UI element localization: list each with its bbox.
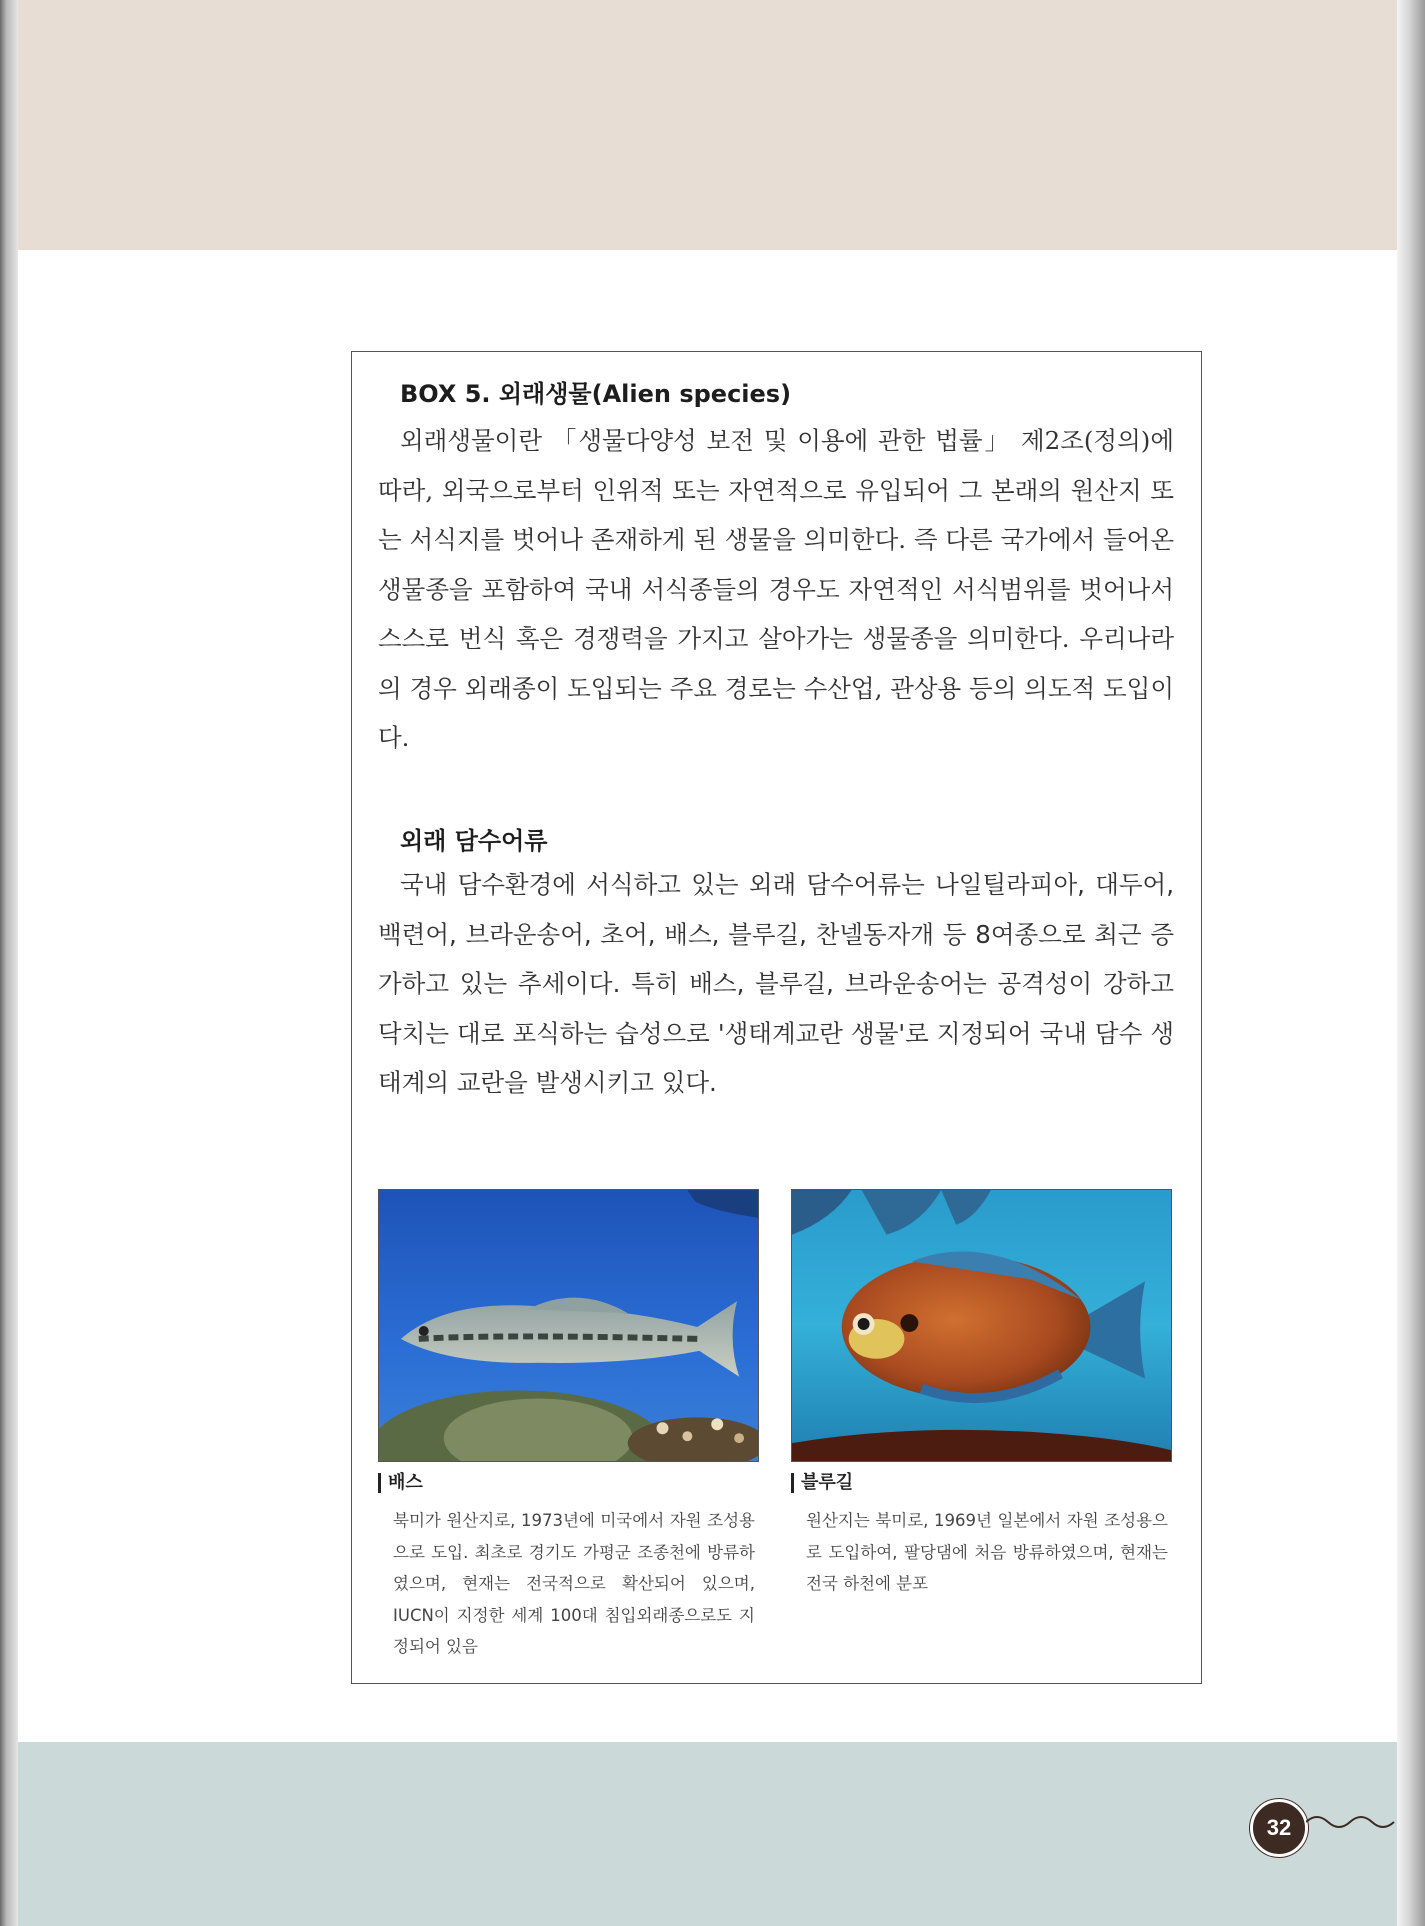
header-band: [18, 0, 1397, 250]
bluegill-caption-title: 블루길: [791, 1473, 853, 1493]
box-title: BOX 5. 외래생물(Alien species): [400, 380, 792, 408]
bass-photo: [378, 1189, 759, 1462]
footer-band: [18, 1742, 1397, 1926]
page-right-edge: [1397, 0, 1425, 1926]
content-box: [351, 351, 1202, 1684]
page-left-edge: [0, 0, 18, 1926]
bluegill-fish-image: [792, 1190, 1171, 1461]
subsection-paragraph: 국내 담수환경에 서식하고 있는 외래 담수어류는 나일틸라피아, 대두어, 백련어, 브라운송어, 초어, 배스, 블루길, 찬넬동자개 등 8여종으로 최근 증가하고 있는 추세이다. 특히 배스, 블루길, 브라운송어는 공격성이 강하고 닥치는 대로 포식하는 습성으로 '생태계교란 생물'로 지정되어 국내 담수 생태계의 교란을 발생시키고 있다.: [378, 870, 1174, 1097]
page-number-badge: 32: [1250, 1799, 1308, 1857]
bass-caption-title: 배스: [378, 1473, 423, 1493]
subsection-title: 외래 담수어류: [400, 827, 548, 855]
wave-ornament: [1306, 1810, 1396, 1834]
bass-caption-text: 북미가 원산지로, 1973년에 미국에서 자원 조성용으로 도입. 최초로 경기도 가평군 조종천에 방류하였으며, 현재는 전국적으로 확산되어 있으며, IUCN이 지정한 세계 100대 침입외래종으로도 지정되어 있음: [393, 1511, 755, 1656]
bluegill-photo: [791, 1189, 1172, 1462]
bluegill-caption-text: 원산지는 북미로, 1969년 일본에서 자원 조성용으로 도입하여, 팔당댐에 처음 방류하였으며, 현재는 전국 하천에 분포: [806, 1511, 1168, 1593]
intro-paragraph: 외래생물이란 「생물다양성 보전 및 이용에 관한 법률」 제2조(정의)에 따라, 외국으로부터 인위적 또는 자연적으로 유입되어 그 본래의 원산지 또는 서식지를 벗어나 존재하게 된 생물을 의미한다. 즉 다른 국가에서 들어온 생물종을 포함하여 국내 서식종들의 경우도 자연적인 서식범위를 벗어나서 스스로 번식 혹은 경쟁력을 가지고 살아가는 생물종을 의미한다. 우리나라의 경우 외래종이 도입되는 주요 경로는 수산업, 관상용 등의 의도적 도입이다.: [378, 426, 1174, 752]
bass-fish-image: [379, 1190, 758, 1461]
